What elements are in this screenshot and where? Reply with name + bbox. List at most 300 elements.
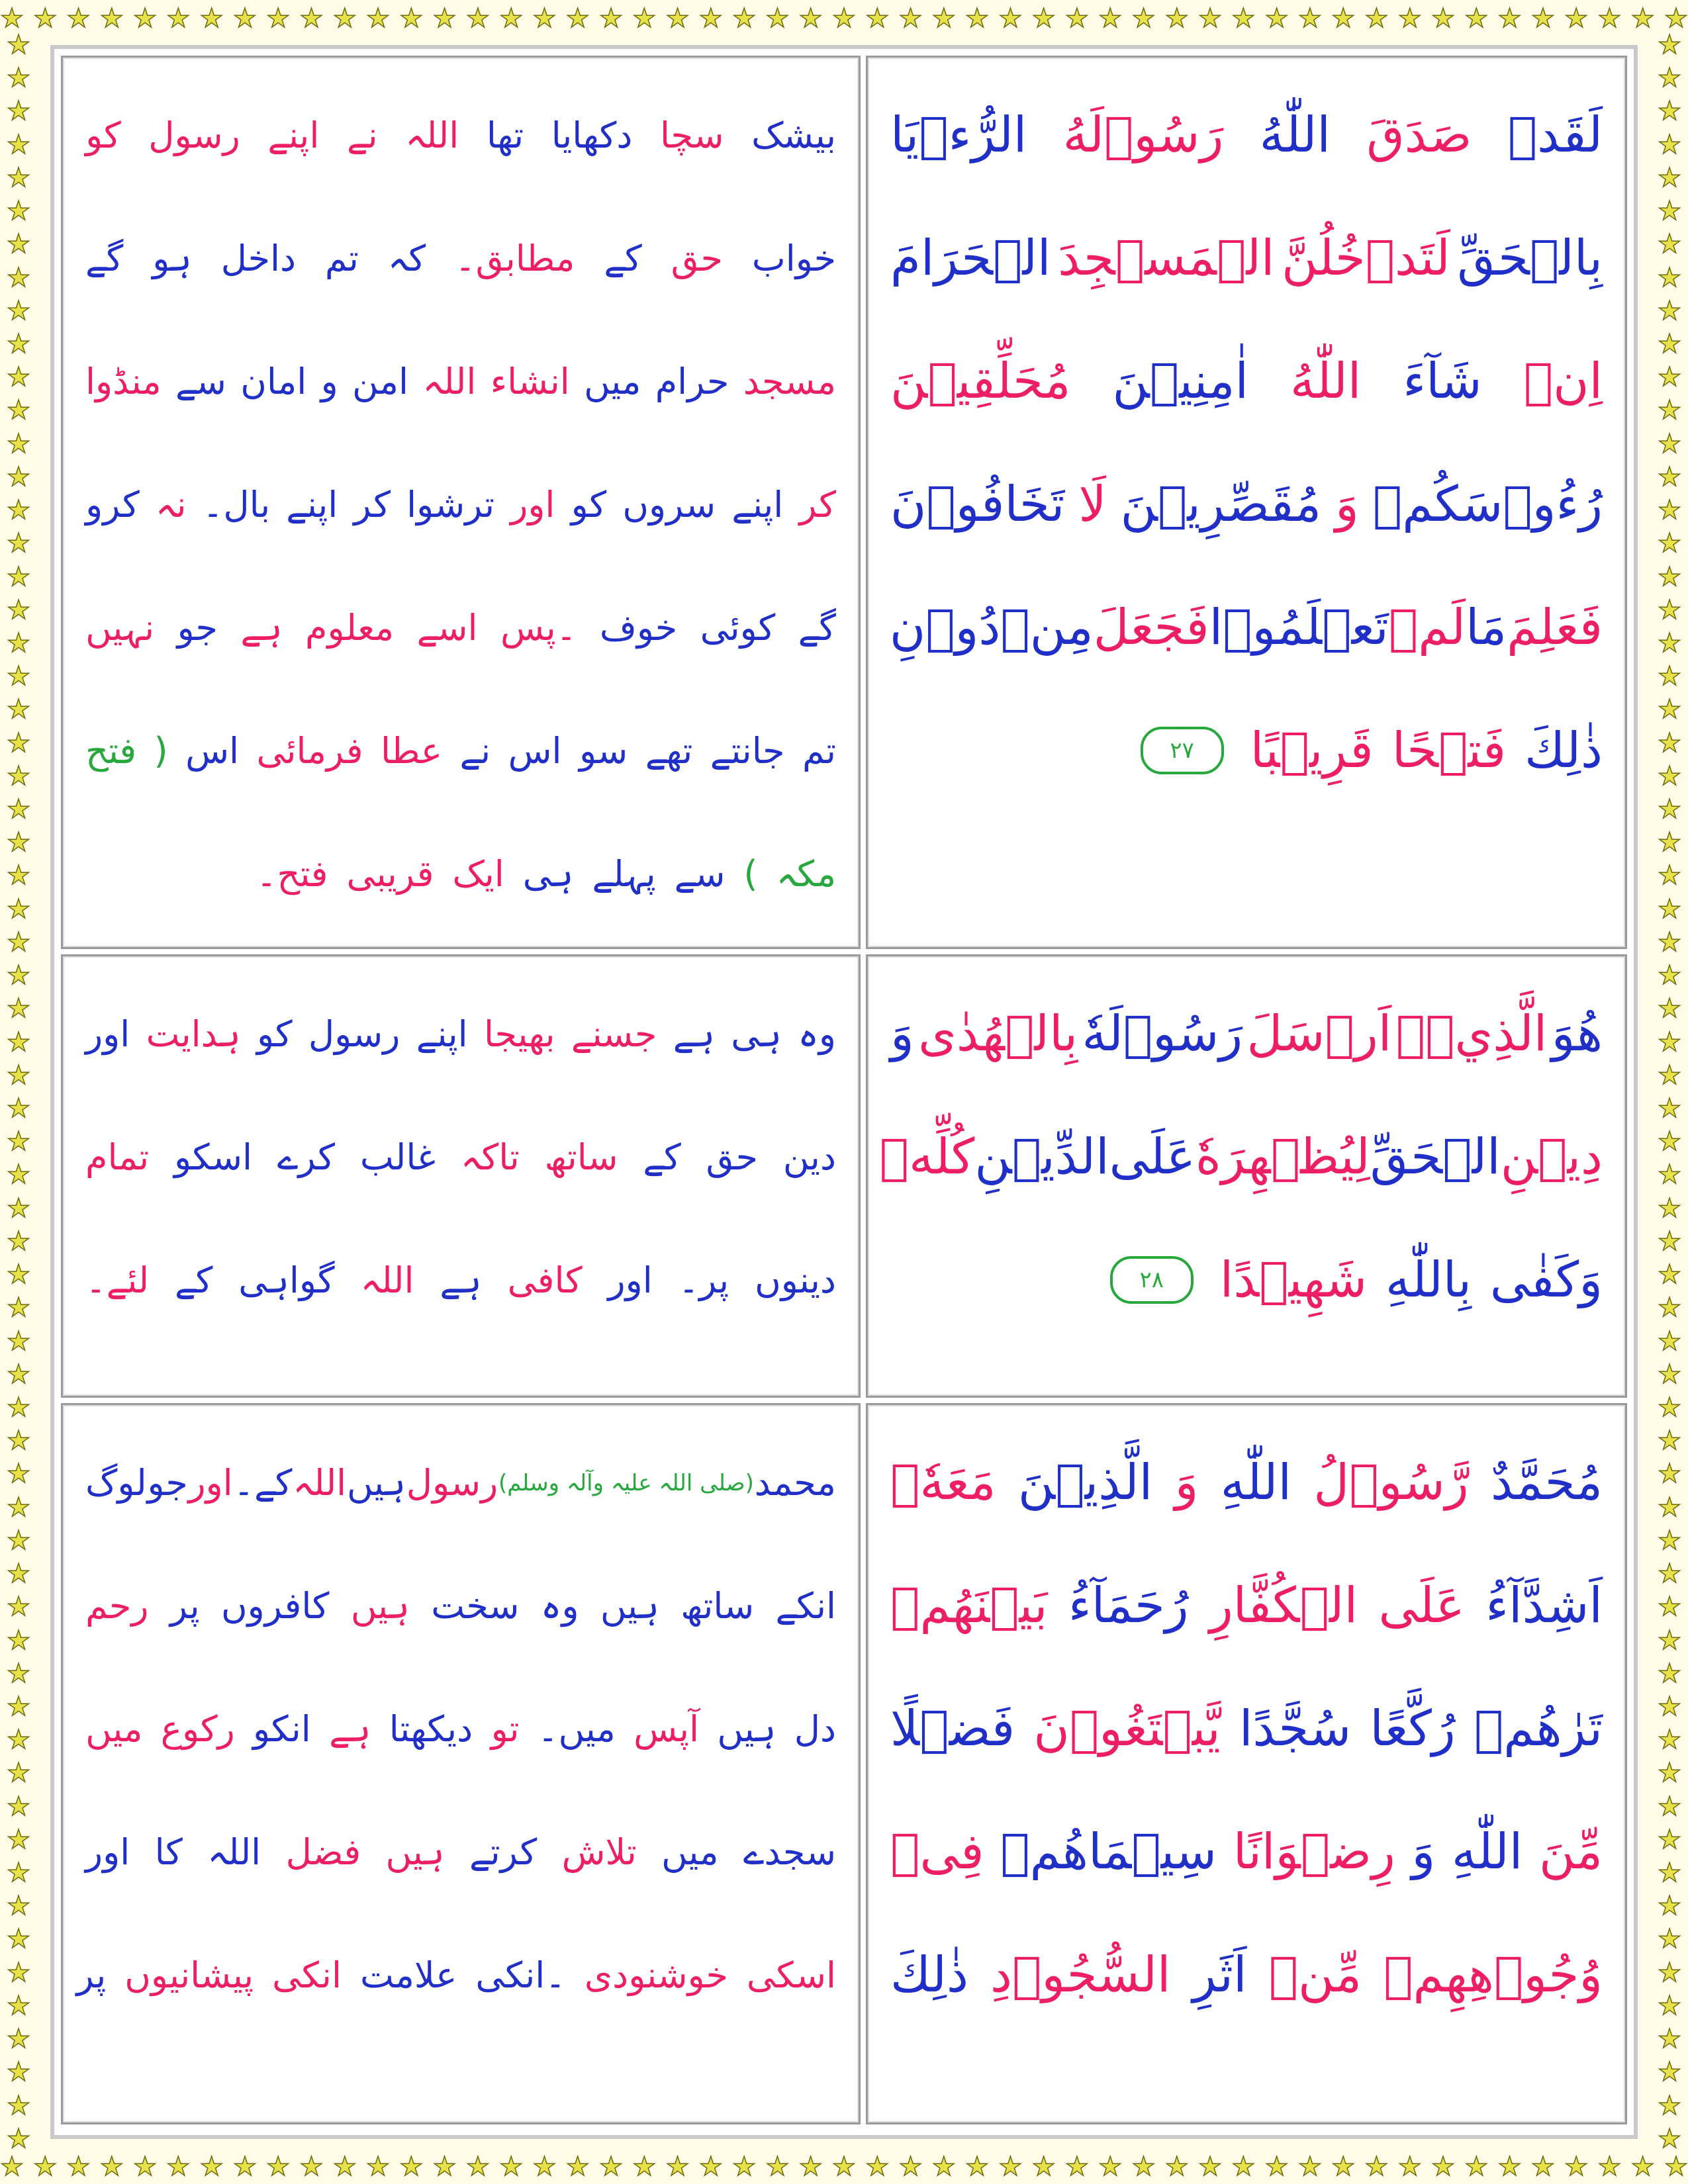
urdu-word: ہیں bbox=[350, 1584, 410, 1627]
arabic-word: لِيُظۡهِرَهٗ bbox=[1196, 1128, 1370, 1185]
urdu-word: ہدایت bbox=[146, 1013, 241, 1055]
star-ornament-icon: ★ bbox=[1658, 794, 1681, 825]
star-ornament-icon: ★ bbox=[1397, 2152, 1422, 2182]
urdu-line bbox=[85, 1667, 836, 1790]
urdu-line bbox=[85, 320, 836, 443]
star-ornament-icon: ★ bbox=[998, 2152, 1023, 2182]
urdu-translation-29 bbox=[61, 1403, 861, 2124]
quran-translation-page bbox=[50, 45, 1638, 2139]
star-border-right bbox=[1652, 32, 1687, 2152]
urdu-word: مسجد bbox=[743, 360, 836, 402]
star-ornament-icon: ★ bbox=[1658, 1459, 1681, 1490]
urdu-word: میں۔ bbox=[537, 1707, 616, 1750]
star-ornament-icon: ★ bbox=[1231, 2152, 1256, 2182]
star-ornament-icon: ★ bbox=[7, 1426, 30, 1457]
star-ornament-icon: ★ bbox=[965, 3, 990, 34]
star-ornament-icon: ★ bbox=[1658, 1026, 1681, 1058]
urdu-word: حق bbox=[706, 1136, 758, 1178]
star-ornament-icon: ★ bbox=[1658, 561, 1681, 592]
star-ornament-icon: ★ bbox=[1065, 3, 1089, 34]
arabic-word: وَ bbox=[1174, 1454, 1199, 1511]
star-ornament-icon: ★ bbox=[166, 2152, 191, 2182]
star-ornament-icon: ★ bbox=[7, 1093, 30, 1124]
urdu-word: اور bbox=[510, 483, 555, 525]
urdu-word: ) bbox=[743, 852, 758, 895]
star-ornament-icon: ★ bbox=[1658, 1791, 1681, 1822]
star-ornament-icon: ★ bbox=[1564, 3, 1589, 34]
urdu-word: دل bbox=[794, 1707, 836, 1750]
urdu-word: امن bbox=[352, 360, 409, 402]
star-ornament-icon: ★ bbox=[1658, 1392, 1681, 1423]
star-ornament-icon: ★ bbox=[7, 860, 30, 891]
arabic-line bbox=[890, 1913, 1603, 2036]
star-ornament-icon: ★ bbox=[1658, 1658, 1681, 1689]
urdu-word: ہو bbox=[152, 237, 192, 279]
star-ornament-icon: ★ bbox=[1164, 2152, 1189, 2182]
star-ornament-icon: ★ bbox=[1658, 63, 1681, 94]
urdu-word: اللہ bbox=[405, 114, 459, 156]
star-ornament-icon: ★ bbox=[565, 3, 590, 34]
arabic-verse-27 bbox=[866, 56, 1627, 949]
urdu-word: پر۔ bbox=[678, 1259, 729, 1301]
arabic-word: دُوۡنِ bbox=[889, 599, 1001, 656]
urdu-word: کافی bbox=[507, 1259, 583, 1301]
star-ornament-icon: ★ bbox=[1431, 2152, 1455, 2182]
urdu-word: غالب bbox=[359, 1136, 436, 1178]
star-ornament-icon: ★ bbox=[7, 1658, 30, 1689]
arabic-word: اَشِدَّآءُ bbox=[1485, 1577, 1603, 1634]
urdu-line bbox=[85, 1421, 836, 1544]
urdu-word: خوشنودی bbox=[584, 1954, 728, 1996]
arabic-word: السُّجُوۡدِ bbox=[990, 1946, 1171, 2003]
star-ornament-icon: ★ bbox=[1658, 627, 1681, 659]
star-ornament-icon: ★ bbox=[1658, 129, 1681, 160]
star-ornament-icon: ★ bbox=[499, 2152, 524, 2182]
star-ornament-icon: ★ bbox=[1264, 2152, 1289, 2182]
star-ornament-icon: ★ bbox=[665, 2152, 690, 2182]
urdu-word: گے bbox=[798, 606, 836, 649]
star-ornament-icon: ★ bbox=[1658, 2123, 1681, 2154]
star-ornament-icon: ★ bbox=[7, 1193, 30, 1224]
urdu-word: فضل bbox=[285, 1831, 361, 1873]
arabic-word: بِالۡحَقِّ bbox=[1457, 230, 1603, 287]
arabic-word: وَ bbox=[1335, 476, 1359, 533]
star-ornament-icon: ★ bbox=[1658, 461, 1681, 492]
urdu-word: ہے bbox=[329, 1707, 371, 1750]
arabic-word: رَسُوۡلَهٗ bbox=[1082, 1005, 1243, 1062]
star-ornament-icon: ★ bbox=[1658, 362, 1681, 393]
star-ornament-icon: ★ bbox=[7, 2057, 30, 2088]
star-ornament-icon: ★ bbox=[865, 3, 890, 34]
star-ornament-icon: ★ bbox=[1658, 594, 1681, 625]
star-ornament-icon: ★ bbox=[965, 2152, 990, 2182]
urdu-word: بال۔ bbox=[202, 483, 271, 525]
arabic-word: مُقَصِّرِيۡنَ bbox=[1120, 476, 1321, 533]
urdu-word: اپنے bbox=[267, 114, 320, 156]
star-ornament-icon: ★ bbox=[1658, 295, 1681, 326]
arabic-verse-29 bbox=[866, 1403, 1627, 2124]
urdu-word: دکھایا bbox=[551, 114, 633, 156]
urdu-word: سجدے bbox=[743, 1831, 836, 1873]
star-ornament-icon: ★ bbox=[898, 2152, 923, 2182]
star-ornament-icon: ★ bbox=[1364, 2152, 1389, 2182]
star-ornament-icon: ★ bbox=[565, 2152, 590, 2182]
star-ornament-icon: ★ bbox=[1658, 1193, 1681, 1224]
urdu-word: ہی bbox=[731, 1013, 782, 1055]
section-row-3 bbox=[61, 1403, 1627, 2124]
star-ornament-icon: ★ bbox=[1658, 760, 1681, 792]
star-ornament-icon: ★ bbox=[698, 2152, 723, 2182]
arabic-word: عَلَى bbox=[1378, 1577, 1465, 1634]
star-ornament-icon: ★ bbox=[1658, 1359, 1681, 1390]
star-ornament-icon: ★ bbox=[7, 1891, 30, 1922]
star-ornament-icon: ★ bbox=[7, 428, 30, 459]
star-ornament-icon: ★ bbox=[1658, 1226, 1681, 1257]
urdu-word: کر bbox=[353, 483, 391, 525]
urdu-word: سچا bbox=[660, 114, 724, 156]
urdu-word: کو bbox=[256, 1013, 293, 1055]
star-ornament-icon: ★ bbox=[1497, 3, 1522, 34]
star-ornament-icon: ★ bbox=[765, 3, 790, 34]
arabic-word: مُحَلِّقِيۡنَ bbox=[890, 353, 1071, 410]
arabic-word: اِنۡ bbox=[1523, 353, 1603, 410]
star-ornament-icon: ★ bbox=[7, 2090, 30, 2121]
star-ornament-icon: ★ bbox=[33, 3, 58, 34]
urdu-word: رسول bbox=[148, 114, 240, 156]
star-ornament-icon: ★ bbox=[7, 1990, 30, 2021]
arabic-word: سِيۡمَاهُمۡ bbox=[1000, 1823, 1217, 1880]
urdu-word: منڈوا bbox=[85, 360, 162, 402]
star-ornament-icon: ★ bbox=[931, 3, 956, 34]
star-ornament-icon: ★ bbox=[7, 262, 30, 293]
star-ornament-icon: ★ bbox=[432, 2152, 457, 2182]
arabic-verse-28 bbox=[866, 954, 1627, 1398]
urdu-word: اسے bbox=[416, 606, 478, 649]
urdu-line bbox=[85, 812, 836, 935]
star-ornament-icon: ★ bbox=[1658, 2090, 1681, 2121]
star-ornament-icon: ★ bbox=[7, 1791, 30, 1822]
star-ornament-icon: ★ bbox=[599, 3, 623, 34]
star-ornament-icon: ★ bbox=[7, 1359, 30, 1390]
urdu-word: اسکو bbox=[174, 1136, 252, 1178]
urdu-word: پر bbox=[76, 1954, 107, 1996]
urdu-translation-27 bbox=[61, 56, 861, 949]
star-ornament-icon: ★ bbox=[1658, 395, 1681, 426]
star-ornament-icon: ★ bbox=[1397, 3, 1422, 34]
urdu-word: تمام bbox=[85, 1136, 150, 1178]
star-ornament-icon: ★ bbox=[1658, 1060, 1681, 1091]
star-ornament-icon: ★ bbox=[7, 1758, 30, 1789]
star-ornament-icon: ★ bbox=[1630, 3, 1655, 34]
urdu-word: پر bbox=[169, 1584, 200, 1627]
honorific-text: (صلی اللہ علیہ وآلہ وسلم) bbox=[498, 1469, 754, 1496]
urdu-word: اللہ bbox=[293, 1461, 347, 1504]
star-border-bottom bbox=[0, 2151, 1688, 2183]
star-ornament-icon: ★ bbox=[1098, 2152, 1123, 2182]
star-ornament-icon: ★ bbox=[33, 2152, 58, 2182]
star-ornament-icon: ★ bbox=[1658, 1492, 1681, 1523]
star-ornament-icon: ★ bbox=[7, 960, 30, 991]
urdu-word: کے bbox=[604, 237, 642, 279]
star-ornament-icon: ★ bbox=[765, 2152, 790, 2182]
star-ornament-icon: ★ bbox=[266, 2152, 291, 2182]
star-ornament-icon: ★ bbox=[299, 2152, 324, 2182]
star-ornament-icon: ★ bbox=[332, 2152, 357, 2182]
star-ornament-icon: ★ bbox=[798, 3, 823, 34]
arabic-line bbox=[890, 197, 1603, 320]
urdu-word: جو bbox=[147, 1461, 188, 1504]
urdu-word: کے bbox=[174, 1259, 213, 1301]
star-ornament-icon: ★ bbox=[7, 794, 30, 825]
urdu-word: اپنے bbox=[286, 483, 338, 525]
star-ornament-icon: ★ bbox=[1431, 3, 1455, 34]
star-ornament-icon: ★ bbox=[399, 2152, 424, 2182]
urdu-word: خوف bbox=[599, 606, 678, 649]
urdu-word: اور bbox=[608, 1259, 653, 1301]
urdu-word: ہی bbox=[522, 852, 574, 895]
urdu-word: بیشک bbox=[751, 114, 836, 156]
star-ornament-icon: ★ bbox=[1658, 1326, 1681, 1357]
urdu-word: اللہ bbox=[360, 1259, 414, 1301]
urdu-line bbox=[85, 73, 836, 197]
urdu-word: کہ bbox=[387, 237, 426, 279]
urdu-line bbox=[85, 443, 836, 566]
star-ornament-icon: ★ bbox=[1658, 1858, 1681, 1889]
star-ornament-icon: ★ bbox=[7, 561, 30, 592]
urdu-word: معلوم bbox=[305, 606, 395, 649]
arabic-word: الۡحَقِّ bbox=[1370, 1128, 1501, 1185]
star-ornament-icon: ★ bbox=[7, 1691, 30, 1722]
arabic-word: مَا bbox=[1465, 599, 1507, 656]
urdu-word: ہے bbox=[440, 1259, 482, 1301]
star-ornament-icon: ★ bbox=[1464, 3, 1489, 34]
urdu-word: اس bbox=[185, 729, 240, 772]
star-ornament-icon: ★ bbox=[7, 1725, 30, 1756]
star-ornament-icon: ★ bbox=[1658, 196, 1681, 227]
urdu-word: تم bbox=[324, 237, 359, 279]
urdu-word: و bbox=[320, 360, 338, 402]
arabic-word: دِيۡنِ bbox=[1500, 1128, 1603, 1185]
urdu-word: اللہ bbox=[207, 1831, 261, 1873]
star-ornament-icon: ★ bbox=[698, 3, 723, 34]
urdu-word: اسکی bbox=[746, 1954, 836, 1996]
star-ornament-icon: ★ bbox=[1658, 1160, 1681, 1191]
star-ornament-icon: ★ bbox=[7, 1126, 30, 1158]
urdu-word: لئے۔ bbox=[85, 1259, 150, 1301]
star-ornament-icon: ★ bbox=[199, 2152, 224, 2182]
urdu-word: انکو bbox=[253, 1707, 311, 1750]
urdu-word: پیشانیوں bbox=[124, 1954, 254, 1996]
star-ornament-icon: ★ bbox=[1658, 495, 1681, 526]
arabic-word: شَآءَ bbox=[1403, 353, 1482, 410]
star-ornament-icon: ★ bbox=[366, 3, 390, 34]
urdu-word: ساتھ bbox=[680, 1584, 755, 1627]
star-ornament-icon: ★ bbox=[1658, 1559, 1681, 1590]
urdu-word: ہیں bbox=[600, 1584, 659, 1627]
urdu-word: تلاش bbox=[561, 1831, 637, 1873]
star-ornament-icon: ★ bbox=[1658, 262, 1681, 293]
star-ornament-icon: ★ bbox=[1658, 2057, 1681, 2088]
star-ornament-icon: ★ bbox=[499, 3, 524, 34]
star-ornament-icon: ★ bbox=[7, 1060, 30, 1091]
star-ornament-icon: ★ bbox=[1658, 96, 1681, 127]
star-ornament-icon: ★ bbox=[1658, 1891, 1681, 1922]
urdu-word: تھے bbox=[645, 729, 693, 772]
urdu-word: جسنے bbox=[571, 1013, 657, 1055]
arabic-word: الرُّءۡيَا bbox=[890, 107, 1027, 163]
star-ornament-icon: ★ bbox=[465, 2152, 490, 2182]
arabic-line bbox=[890, 443, 1603, 566]
arabic-word: وَ bbox=[1411, 1823, 1436, 1880]
star-ornament-icon: ★ bbox=[1297, 2152, 1322, 2182]
urdu-word: کے۔ bbox=[233, 1461, 293, 1504]
star-ornament-icon: ★ bbox=[1530, 2152, 1555, 2182]
urdu-word: اور bbox=[85, 1013, 130, 1055]
urdu-word: حرام bbox=[655, 360, 729, 402]
star-ornament-icon: ★ bbox=[7, 1293, 30, 1324]
urdu-word: سے bbox=[674, 852, 726, 895]
star-ornament-icon: ★ bbox=[1198, 2152, 1222, 2182]
star-ornament-icon: ★ bbox=[998, 3, 1023, 34]
arabic-word: الۡكُفَّارِ bbox=[1209, 1577, 1358, 1634]
star-ornament-icon: ★ bbox=[7, 594, 30, 625]
star-ornament-icon: ★ bbox=[465, 3, 490, 34]
star-ornament-icon: ★ bbox=[632, 3, 657, 34]
urdu-word: نے bbox=[346, 114, 378, 156]
arabic-word: بِالۡهُدٰى bbox=[918, 1005, 1078, 1062]
star-ornament-icon: ★ bbox=[1464, 2152, 1489, 2182]
urdu-word: عطا bbox=[381, 729, 442, 772]
arabic-word: فَضۡلًا bbox=[890, 1700, 1015, 1757]
star-ornament-icon: ★ bbox=[7, 528, 30, 559]
urdu-word: انکے bbox=[775, 1584, 836, 1627]
arabic-word: وَ bbox=[890, 1005, 914, 1062]
star-ornament-icon: ★ bbox=[7, 362, 30, 393]
star-ornament-icon: ★ bbox=[732, 2152, 757, 2182]
star-ornament-icon: ★ bbox=[7, 229, 30, 260]
star-ornament-icon: ★ bbox=[1658, 993, 1681, 1024]
star-ornament-icon: ★ bbox=[7, 63, 30, 94]
urdu-word: میں bbox=[661, 1831, 719, 1873]
verse-number-marker: ٢٧ bbox=[1141, 727, 1224, 774]
arabic-word: تَرٰهُمۡ bbox=[1474, 1700, 1603, 1757]
urdu-word: تم bbox=[802, 729, 836, 772]
star-ornament-icon: ★ bbox=[7, 827, 30, 858]
arabic-word: الَّذِيۡنَ bbox=[1017, 1454, 1153, 1511]
urdu-line bbox=[85, 1218, 836, 1342]
urdu-word: پہلے bbox=[592, 852, 656, 895]
star-ornament-icon: ★ bbox=[1031, 3, 1056, 34]
star-ornament-icon: ★ bbox=[7, 1592, 30, 1623]
star-ornament-icon: ★ bbox=[1658, 893, 1681, 925]
star-ornament-icon: ★ bbox=[1131, 2152, 1156, 2182]
arabic-word: اٰمِنِيۡنَ bbox=[1112, 353, 1249, 410]
urdu-word: کوئی bbox=[700, 606, 776, 649]
arabic-word: بِاللّٰهِ bbox=[1385, 1251, 1472, 1308]
star-ornament-icon: ★ bbox=[1658, 1758, 1681, 1789]
arabic-word: رُحَمَآءُ bbox=[1068, 1577, 1189, 1634]
arabic-line bbox=[890, 689, 1603, 812]
urdu-word: بھیجا bbox=[484, 1013, 555, 1055]
star-ornament-icon: ★ bbox=[166, 3, 191, 34]
urdu-word: محمد bbox=[754, 1461, 836, 1504]
urdu-word: تھا bbox=[486, 114, 524, 156]
star-ornament-icon: ★ bbox=[1658, 860, 1681, 891]
urdu-word: کو bbox=[85, 114, 121, 156]
urdu-word: حق bbox=[671, 237, 723, 279]
star-ornament-icon: ★ bbox=[1658, 1093, 1681, 1124]
star-ornament-icon: ★ bbox=[832, 2152, 856, 2182]
urdu-word: کرے bbox=[277, 1136, 335, 1178]
star-ornament-icon: ★ bbox=[665, 3, 690, 34]
star-ornament-icon: ★ bbox=[931, 2152, 956, 2182]
urdu-line bbox=[85, 1095, 836, 1218]
star-ornament-icon: ★ bbox=[7, 2024, 30, 2055]
star-ornament-icon: ★ bbox=[1264, 3, 1289, 34]
star-ornament-icon: ★ bbox=[1658, 1525, 1681, 1556]
arabic-word: مِّنۡ bbox=[1268, 1946, 1362, 2003]
arabic-word: يَّبۡتَغُوۡنَ bbox=[1033, 1700, 1221, 1757]
star-ornament-icon: ★ bbox=[133, 2152, 157, 2182]
star-ornament-icon: ★ bbox=[898, 3, 923, 34]
star-ornament-icon: ★ bbox=[732, 3, 757, 34]
arabic-word: تَخَافُوۡنَ bbox=[890, 476, 1065, 533]
arabic-word: الَّذِيۡۤ bbox=[1395, 1005, 1548, 1062]
arabic-word: الۡمَسۡجِدَ bbox=[1058, 230, 1275, 287]
urdu-word: کرتے bbox=[469, 1831, 538, 1873]
star-ornament-icon: ★ bbox=[7, 1259, 30, 1291]
star-ornament-icon: ★ bbox=[0, 3, 24, 34]
section-row-1 bbox=[61, 56, 1627, 949]
urdu-word: فتح۔ bbox=[256, 852, 328, 895]
star-ornament-icon: ★ bbox=[432, 3, 457, 34]
urdu-word: انشاء bbox=[490, 360, 570, 402]
star-ornament-icon: ★ bbox=[7, 129, 30, 160]
arabic-word: فَجَعَلَ bbox=[1093, 599, 1209, 656]
star-ornament-icon: ★ bbox=[332, 3, 357, 34]
urdu-word: خواب bbox=[751, 237, 836, 279]
arabic-line bbox=[890, 73, 1603, 197]
arabic-word: كُلِّهٖ bbox=[879, 1128, 975, 1185]
star-ornament-icon: ★ bbox=[7, 1026, 30, 1058]
urdu-word: ( bbox=[154, 729, 168, 772]
star-ornament-icon: ★ bbox=[7, 893, 30, 925]
star-ornament-icon: ★ bbox=[1658, 328, 1681, 359]
urdu-word: نے bbox=[459, 729, 491, 772]
star-ornament-icon: ★ bbox=[1658, 694, 1681, 725]
star-ornament-icon: ★ bbox=[1658, 1625, 1681, 1656]
star-ornament-icon: ★ bbox=[199, 3, 224, 34]
urdu-word: دیکھتا bbox=[389, 1707, 473, 1750]
star-ornament-icon: ★ bbox=[7, 1326, 30, 1357]
urdu-word: کرو bbox=[85, 483, 140, 525]
urdu-translation-28 bbox=[61, 954, 861, 1398]
arabic-word: اَثَرِ bbox=[1192, 1946, 1247, 2003]
star-ornament-icon: ★ bbox=[632, 2152, 657, 2182]
star-ornament-icon: ★ bbox=[7, 30, 30, 60]
star-ornament-icon: ★ bbox=[1364, 3, 1389, 34]
star-ornament-icon: ★ bbox=[232, 2152, 257, 2182]
arabic-line bbox=[890, 1544, 1603, 1667]
arabic-word: رَسُوۡلَهُ bbox=[1062, 107, 1224, 163]
arabic-word: مِنۡ bbox=[1000, 599, 1094, 656]
star-ornament-icon: ★ bbox=[1564, 2152, 1589, 2182]
urdu-word: دینوں bbox=[755, 1259, 836, 1301]
star-ornament-icon: ★ bbox=[599, 2152, 623, 2182]
urdu-word: ۔پس bbox=[500, 606, 577, 649]
urdu-word: ہیں bbox=[346, 1461, 406, 1504]
star-ornament-icon: ★ bbox=[1131, 3, 1156, 34]
